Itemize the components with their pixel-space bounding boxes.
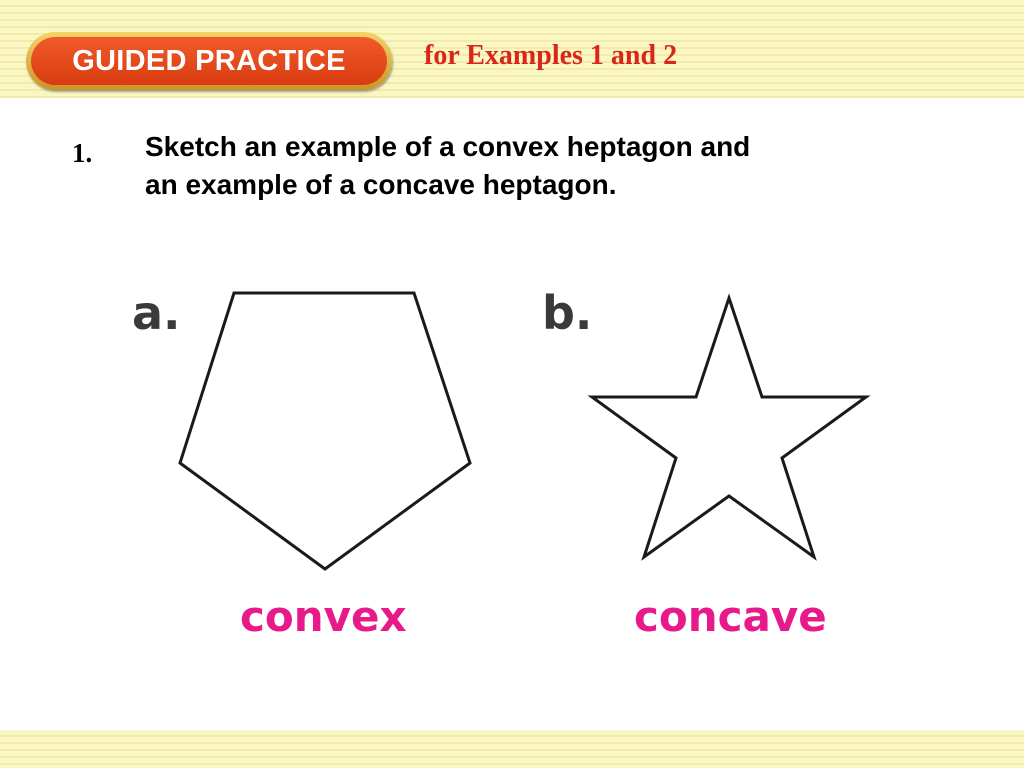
concave-star-shape (592, 298, 866, 557)
question-number: 1. (72, 138, 93, 168)
subtitle: for Examples 1 and 2 (424, 40, 678, 71)
badge-label: GUIDED PRACTICE (31, 37, 387, 85)
convex-caption: convex (240, 592, 407, 641)
concave-caption: concave (634, 592, 827, 641)
part-a-label: a. (132, 286, 181, 340)
part-b-label: b. (542, 286, 593, 340)
question-line-2: an example of a concave heptagon. (145, 169, 617, 200)
footer-band (0, 730, 1024, 768)
question-line-1: Sketch an example of a convex heptagon and (145, 131, 751, 162)
convex-pentagon-shape (180, 293, 470, 569)
